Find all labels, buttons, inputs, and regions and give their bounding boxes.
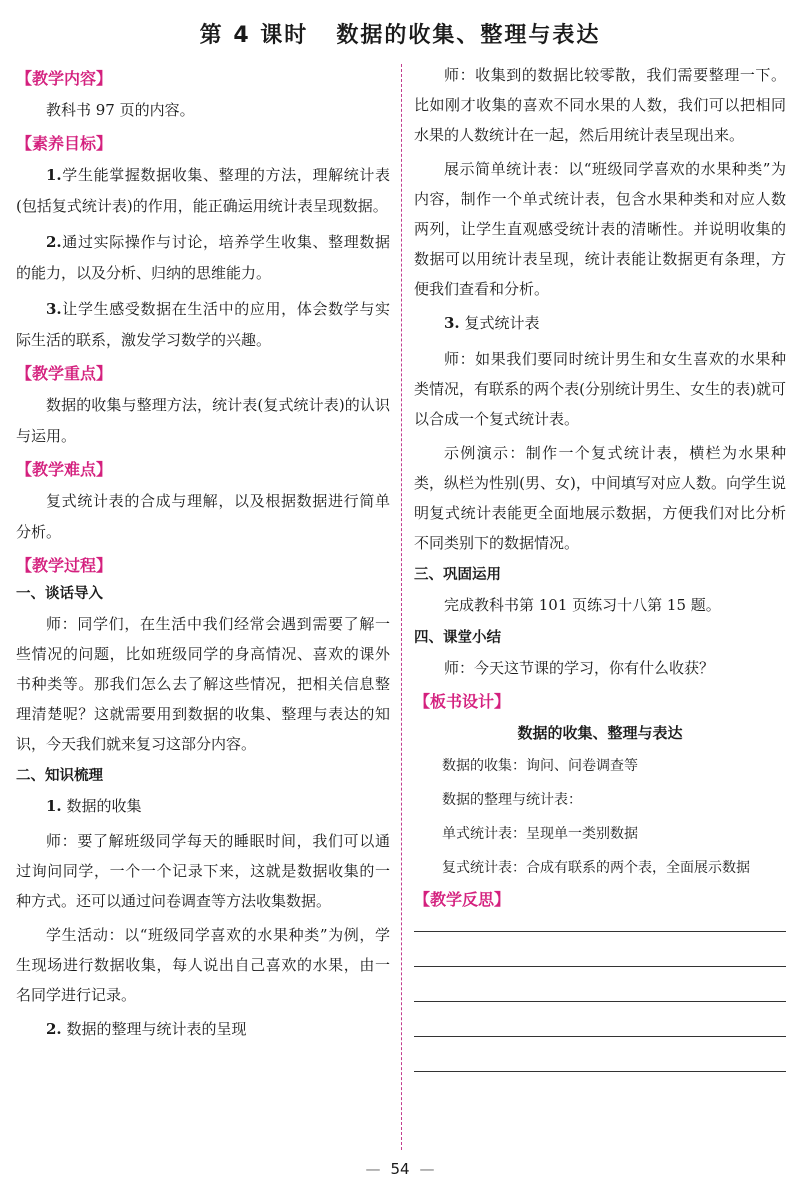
- board-line: 复式统计表：合成有联系的两个表，全面展示数据: [442, 859, 750, 876]
- footer-dash: —: [365, 1160, 381, 1178]
- organize-text: 师：收集到的数据比较零散，我们需要整理一下。比如刚才收集的喜欢不同水果的人数，我们可以把相同水果的人数统计在一起，然后用统计表呈现出来。: [414, 66, 786, 144]
- lesson-topic: 数据的收集、整理与表达: [336, 23, 601, 48]
- right-column: [414, 62, 786, 1072]
- writing-line: [414, 931, 786, 932]
- writing-line: [414, 1001, 786, 1002]
- lesson-number: 第 4 课时: [199, 23, 309, 48]
- k3-title: 3. 复式统计表: [444, 314, 540, 332]
- intro-heading: 一、谈话导入: [16, 585, 103, 602]
- reflection-heading: 【教学反思】: [414, 889, 511, 909]
- student-activity-text: 学生活动：以“班级同学喜欢的水果种类”为例，学生现场进行数据收集，每人说出自己喜欢的水果，由一名同学进行记录。: [16, 926, 390, 1004]
- page-number: 54: [390, 1160, 410, 1178]
- difficulty-heading: 【教学难点】: [16, 459, 113, 479]
- board-line: 单式统计表：呈现单一类别数据: [442, 825, 638, 842]
- goal-item: 2.通过实际操作与讨论，培养学生收集、整理数据的能力，以及分析、归纳的思维能力。: [16, 232, 390, 282]
- writing-line: [414, 1036, 786, 1037]
- column-divider: [401, 64, 402, 1150]
- key-text: 数据的收集与整理方法，统计表(复式统计表)的认识与运用。: [16, 395, 390, 445]
- writing-line: [414, 1071, 786, 1072]
- k1-text: 师：要了解班级同学每天的睡眠时间，我们可以通过询问同学，一个一个记录下来，这就是数据收集的一种方式。还可以通过问卷调查等方法收集数据。: [16, 832, 390, 910]
- page-title: [0, 18, 800, 49]
- goal-item: 1.学生能掌握数据收集、整理的方法，理解统计表(包括复式统计表)的作用，能正确运用统计表呈现数据。: [16, 165, 390, 215]
- example-demo-text: 示例演示：制作一个复式统计表，横栏为水果种类，纵栏为性别(男、女)，中间填写对应人数。向学生说明复式统计表能更全面地展示数据，方便我们对比分析不同类别下的数据情况。: [414, 443, 786, 552]
- practice-text: 完成教科书第 101 页练习十八第 15 题。: [444, 595, 721, 614]
- board-heading: 【板书设计】: [414, 691, 511, 711]
- key-heading: 【教学重点】: [16, 363, 113, 383]
- k1-title: 1. 数据的收集: [46, 796, 142, 815]
- writing-line: [414, 966, 786, 967]
- simple-table-text: 展示简单统计表：以“班级同学喜欢的水果种类”为内容，制作一个单式统计表，包含水果种类和对应人数两列，让学生直观感受统计表的清晰性。并说明收集的数据可以用统计表呈现，统计表能让数据更有条理，方便我们查看和分析。: [414, 160, 786, 298]
- process-heading: 【教学过程】: [16, 555, 113, 575]
- page-footer: [0, 1160, 800, 1178]
- difficulty-text: 复式统计表的合成与理解，以及根据数据进行简单分析。: [16, 491, 390, 541]
- board-line: 数据的收集：询问、问卷调查等: [442, 757, 638, 774]
- board-title: 数据的收集、整理与表达: [517, 723, 683, 742]
- goals-heading: 【素养目标】: [16, 133, 113, 153]
- content-text: 教科书 97 页的内容。: [46, 101, 195, 119]
- practice-heading: 三、巩固运用: [414, 566, 501, 583]
- k2-title: 2. 数据的整理与统计表的呈现: [46, 1020, 247, 1038]
- board-line: 数据的整理与统计表：: [442, 791, 582, 808]
- goal-item: 3.让学生感受数据在生活中的应用，体会数学与实际生活的联系，激发学习数学的兴趣。: [16, 299, 390, 349]
- reflection-lines: [414, 931, 786, 1072]
- intro-text: 师：同学们，在生活中我们经常会遇到需要了解一些情况的问题，比如班级同学的身高情况、喜欢的课外书种类等。那我们怎么去了解这些情况，把相关信息整理清楚呢？这就需要用到数据的收集、整理与表达的知识，今天我们就来复习这部分内容。: [16, 614, 390, 753]
- content-heading: 【教学内容】: [16, 69, 113, 88]
- summary-heading: 四、课堂小结: [414, 630, 501, 646]
- knowledge-heading: 二、知识梳理: [16, 767, 103, 784]
- compound-table-text: 师：如果我们要同时统计男生和女生喜欢的水果种类情况，有联系的两个表(分别统计男生、女生的表)就可以合成一个复式统计表。: [414, 349, 786, 428]
- left-column: [16, 62, 390, 1050]
- footer-dash: —: [419, 1160, 435, 1178]
- summary-text: 师：今天这节课的学习，你有什么收获？: [444, 659, 715, 677]
